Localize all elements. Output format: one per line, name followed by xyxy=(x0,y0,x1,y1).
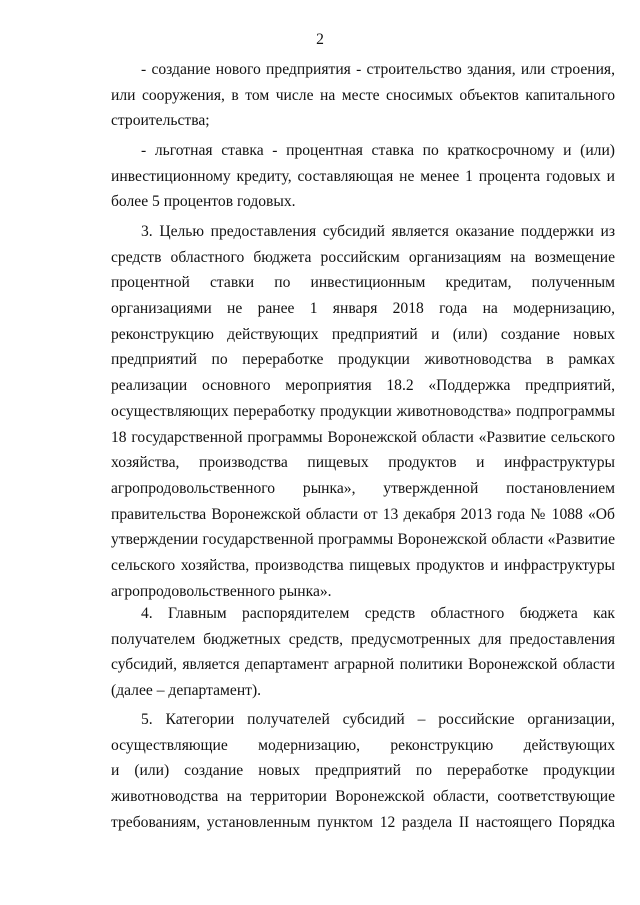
text-line: средств областного бюджета российским организациям на возмещение xyxy=(111,248,615,266)
page-number: 2 xyxy=(316,31,324,48)
text-line: хозяйства, производства пищевых продуктов и инфраструктуры xyxy=(111,454,615,472)
text-line: требованиям, установленным пунктом 12 раздела II настоящего Порядка xyxy=(111,813,615,831)
paragraph-preferential-rate-definition xyxy=(111,138,615,215)
paragraph-4-main-administrator xyxy=(111,601,615,704)
text-line: субсидий, является департамент аграрной политики Воронежской области xyxy=(111,656,615,674)
text-line: - создание нового предприятия - строительство здания, или строения, xyxy=(141,61,615,78)
text-line: правительства Воронежской области от 13 декабря 2013 года № 1088 «Об xyxy=(111,505,615,523)
text-line: строительства; xyxy=(111,112,210,130)
text-line: 4. Главным распорядителем средств областного бюджета как xyxy=(141,605,615,622)
text-line: получателем бюджетных средств, предусмотренных для предоставления xyxy=(111,630,615,648)
paragraph-new-enterprise-definition xyxy=(111,57,615,134)
text-line: утверждении государственной программы Воронежской области «Развитие xyxy=(111,531,615,549)
text-line: осуществляющие модернизацию, реконструкцию действующих xyxy=(111,736,615,754)
text-line: 5. Категории получателей субсидий – российские организации, xyxy=(141,711,615,728)
text-line: сельского хозяйства, производства пищевых продуктов и инфраструктуры xyxy=(111,556,615,574)
text-line: агропродовольственного рынка». xyxy=(111,582,332,600)
text-line: организациями не ранее 1 января 2018 года на модернизацию, xyxy=(111,300,615,318)
text-line: или сооружения, в том числе на месте сносимых объектов капитального xyxy=(111,86,615,104)
text-line: и (или) создание новых предприятий по переработке продукции xyxy=(111,762,615,780)
text-line: - льготная ставка - процентная ставка по краткосрочному и (или) xyxy=(141,142,615,159)
paragraph-3-subsidy-purpose xyxy=(111,219,615,604)
text-line: реконструкцию действующих предприятий и (или) создание новых xyxy=(111,325,615,343)
text-line: 3. Целью предоставления субсидий является оказание поддержки из xyxy=(141,223,615,240)
text-line: (далее – департамент). xyxy=(111,682,262,700)
text-line: реализации основного мероприятия 18.2 «Поддержка предприятий, xyxy=(111,377,615,395)
text-line: осуществляющих переработку продукции животноводства» подпрограммы xyxy=(111,402,615,420)
text-line: животноводства на территории Воронежской области, соответствующие xyxy=(111,788,615,806)
text-line: агропродовольственного рынка», утвержденной постановлением xyxy=(111,479,615,497)
paragraph-5-recipient-categories xyxy=(111,707,615,835)
text-line: предприятий по переработке продукции животноводства в рамках xyxy=(111,351,615,369)
text-line: процентной ставки по инвестиционным кредитам, полученным xyxy=(111,274,615,292)
text-line: 18 государственной программы Воронежской области «Развитие сельского xyxy=(111,428,615,446)
text-line: более 5 процентов годовых. xyxy=(111,193,296,211)
text-line: инвестиционному кредиту, составляющая не менее 1 процента годовых и xyxy=(111,167,615,185)
